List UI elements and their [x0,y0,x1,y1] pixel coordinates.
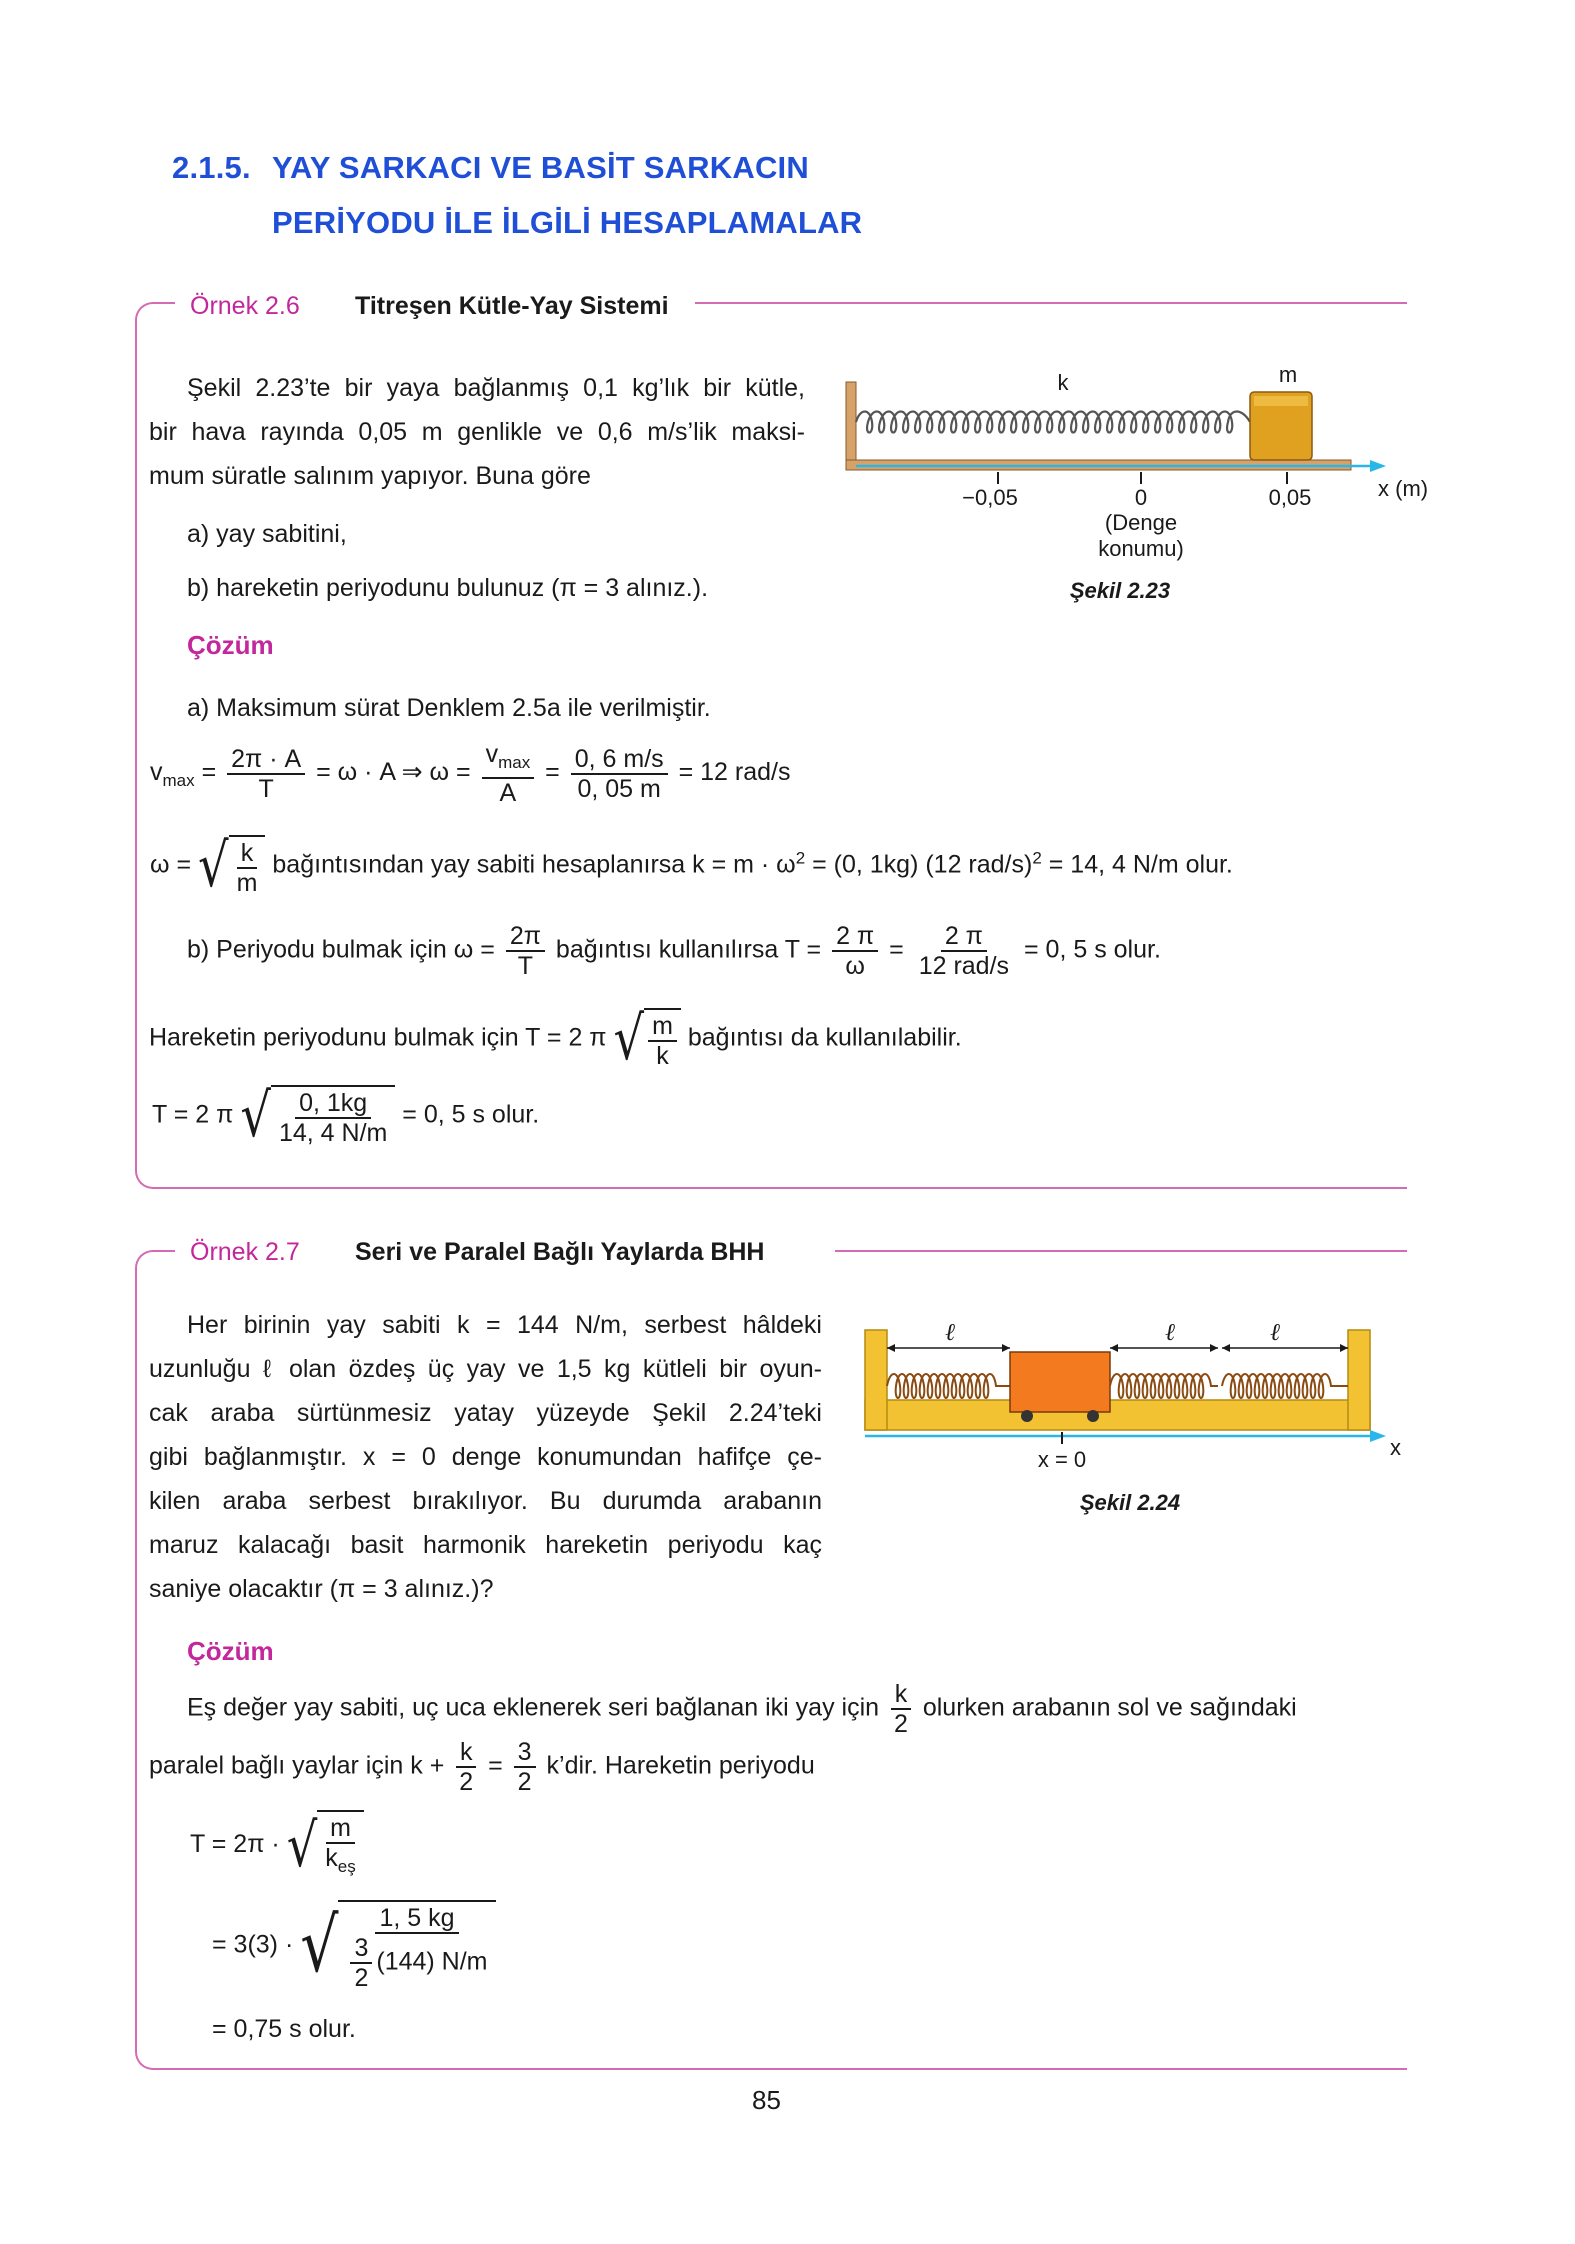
section-title-line1: YAY SARKACI VE BASİT SARKACIN [272,150,809,185]
page-number: 85 [752,2085,781,2115]
example-2-7-title: Seri ve Paralel Bağlı Yaylarda BHH [355,1238,765,1266]
section-title-line2: PERİYODU İLE İLGİLİ HESAPLAMALAR [272,205,863,240]
ex1-solution-label: Çözüm [187,630,274,660]
length-label-mid: ℓ [1165,1320,1175,1346]
ex2-sol-line2: paralel bağlı yaylar için k + $\frac{k}{2}$ = $\frac{3}{2}$ k’dir. Hareketin periyodu [149,1738,815,1796]
ex2-problem-line1: Her birinin yay sabiti k = 144 N/m, serbest hâldeki [187,1311,822,1339]
equation-spring-constant: ω = √ $\frac{k}{m}$ bağıntısından yay sabiti hesaplanırsa $k = m \cdot \omega^2 = (0$, 1kg) (12 rad/s)$^2$ = 14, 4 N/m olur. [150,831,1233,901]
ex2-problem-line7: saniye olacaktır (π = 3 alınız.)? [149,1575,494,1603]
x0-label: x = 0 [1037,1447,1087,1472]
ex2-equation-T: T = 2π · √ $\frac{m}{k_{eş}}$ [190,1810,364,1881]
ex1-problem-line1: Şekil 2.23’te bir yaya bağlanmış 0,1 kg’lık bir kütle, [187,374,805,402]
ex2-problem-line4: gibi bağlanmıştır. x = 0 denge konumundan hafifçe çe- [149,1443,822,1471]
ex1-part-a: a) yay sabitini, [187,520,347,548]
example-2-6-title: Titreşen Kütle-Yay Sistemi [355,292,669,320]
right-spring-2 [1222,1374,1348,1398]
tick-label-pos: 0,05 [1268,485,1312,510]
ex1-problem-line3: mum süratle salınım yapıyor. Buna göre [149,462,591,490]
track-base [865,1400,1370,1430]
equation-period-result: T = 2 π √ $\frac{0, 1kg}{14, 4 N/m}$ = 0, 5 s olur. [152,1081,540,1151]
figure-caption: Şekil 2.24 [1079,1490,1181,1515]
ex2-problem-line5: kilen araba serbest bırakılıyor. Bu durumda arabanın [149,1487,822,1515]
cart-wheel-right [1087,1410,1099,1422]
x-axis-arrowhead [1370,460,1386,472]
spring [856,412,1250,433]
tick-label-neg: −0,05 [962,485,1018,510]
axis-label-x: x [1390,1435,1401,1460]
length-label-right: ℓ [1270,1320,1280,1346]
ex2-problem-line6: maruz kalacağı basit harmonik hareketin periyodu kaç [149,1531,822,1559]
example-2-6-label: Örnek 2.6 [190,292,300,320]
equation-period-alt: Hareketin periyodunu bulmak için T = 2 π √ $\frac{m}{k}$ bağıntısı da kullanılabilir. [149,1004,962,1074]
denge-label: (Denge [1104,510,1178,535]
left-spring [887,1374,1010,1398]
ex1-problem-line2: bir hava rayında 0,05 m genlikle ve 0,6 m/s’lik maksi- [149,418,805,446]
mass-label-m: m [1278,362,1298,387]
cart [1010,1352,1110,1412]
ex2-problem-line2: uzunluğu ℓ olan özdeş üç yay ve 1,5 kg kütleli bir oyun- [149,1355,822,1383]
konumu-label: konumu) [1098,536,1184,561]
equation-vmax: $v_{max}$ = $\frac{2\pi \cdot A}{T}$ = ω · A ⇒ ω = $\frac{v_{max}}{A}$ = $\frac{0, 6 m/s}{0, 05 m}$ = 12 rad/s [150,740,791,807]
ex2-problem-line3: cak araba sürtünmesiz yatay yüzeyde Şekil 2.24’teki [149,1399,822,1427]
equation-period: b) Periyodu bulmak için ω = $\frac{2\pi}{T}$ bağıntısı kullanılırsa T = $\frac{2 \pi}{\omega}$ = $\frac{2 \pi}{\text{12 rad/s}}$ = 0, 5 s olur. [187,922,1161,980]
figure-2-23 [830,360,1429,610]
wall [846,382,856,470]
ex2-sol-line1: Eş değer yay sabiti, uç uca eklenerek seri bağlanan iki yay için $\frac{k}{2}$ olurken arabanın sol ve sağındaki [187,1680,1297,1738]
axis-label: x (m) [1378,476,1429,501]
ex1-part-b: b) hareketin periyodunu bulunuz (π = 3 alınız.). [187,574,709,602]
ex1-sol-a-intro: a) Maksimum sürat Denklem 2.5a ile verilmiştir. [187,694,711,722]
example-2-7-label: Örnek 2.7 [190,1238,300,1266]
figure-caption: Şekil 2.23 [1069,578,1171,603]
x-axis-arrowhead [1370,1430,1386,1442]
section-number: 2.1.5. [172,150,251,185]
length-label-left: ℓ [945,1320,955,1346]
left-wall [865,1330,887,1430]
ex2-equation-T3: = 0,75 s olur. [212,2015,356,2043]
cart-wheel-left [1021,1410,1033,1422]
ex2-solution-label: Çözüm [187,1636,274,1666]
right-wall [1348,1330,1370,1430]
right-spring-1 [1110,1374,1218,1398]
figure-2-24 [850,1300,1410,1530]
spring-label-k: k [1057,370,1069,395]
ex2-equation-T2: = 3(3) · √ 1, 5 kg $\frac{3}{2}$ (144) N/m [212,1900,496,1992]
tick-label-zero: 0 [1134,485,1148,510]
